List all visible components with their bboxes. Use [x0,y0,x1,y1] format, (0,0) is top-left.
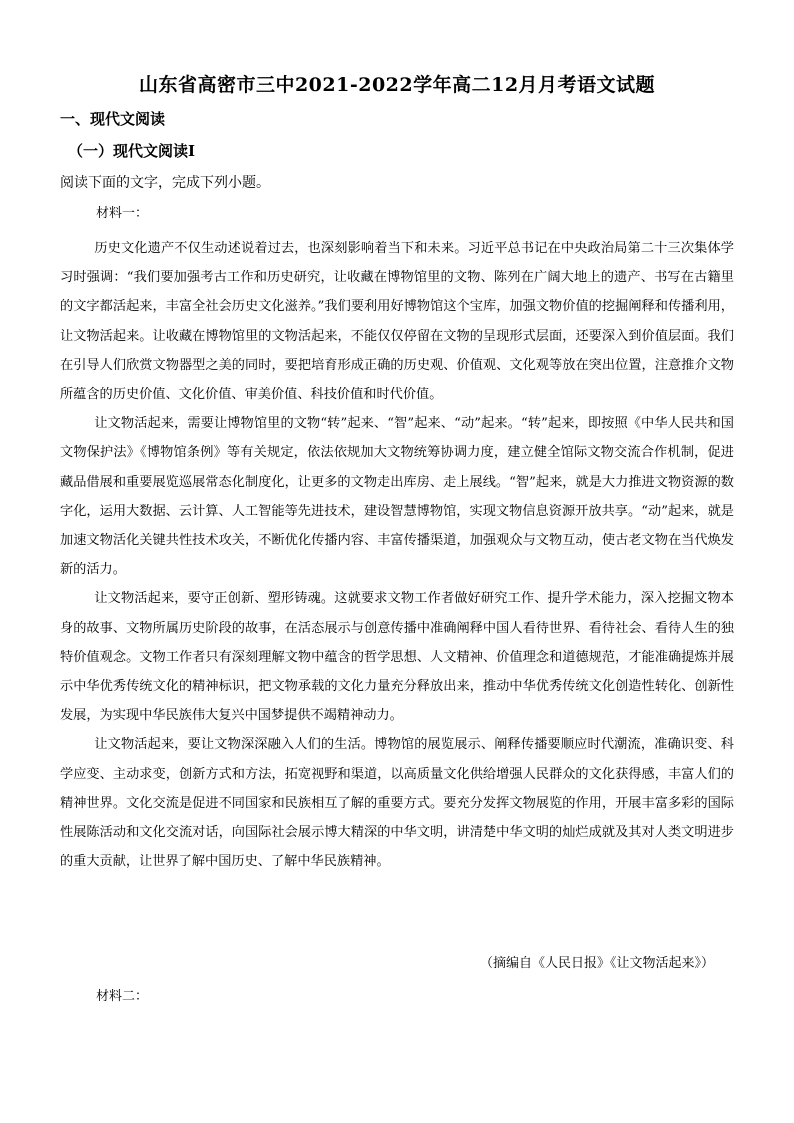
material-one-label: 材料一： [96,206,149,221]
paragraph: 历史文化遗产不仅生动述说着过去，也深刻影响着当下和未来。习近平总书记在中央政治局第二十三次集体学习时强调：“我们要加强考古工作和历史研究，让收藏在博物馆里的文物、陈列在广阔大地上的遗产、书写在古籍里的文字都活起来，丰富全社会历史文化滋养。”我们要利用好博物馆这个宝库，加强文物价值的挖掘阐释和传播利用，让文物活起来。让收藏在博物馆里的文物活起来，不能仅仅停留在文物的呈现形式层面，还要深入到价值层面。我们在引导人们欣赏文物器型之美的同时，要把培育形成正确的历史观、价值观、文化观等放在突出位置，注意推介文物所蕴含的历史价值、文化价值、审美价值、科技价值和时代价值。 [60,241,734,403]
paragraph: 让文物活起来，要守正创新、塑形铸魂。这就要求文物工作者做好研究工作、提升学术能力，深入挖掘文物本身的故事、文物所属历史阶段的故事，在活态展示与创意传播中准确阐释中国人看待世界、看待社会、看待人生的独特价值观念。文物工作者只有深刻理解文物中蕴含的哲学思想、人文精神、价值理念和道德规范，才能准确提炼并展示中华优秀传统文化的精神标识，把文物承载的文化力量充分释放出来，推动中华优秀传统文化创造性转化、创新性发展，为实现中华民族伟大复兴中国梦提供不竭精神动力。 [60,591,734,724]
page-title: 山东省高密市三中2021-2022学年高二12月月考语文试题 [138,74,656,96]
material-two-label: 材料二： [96,989,149,1004]
section-heading: 一、现代文阅读 [60,110,166,128]
paragraph: 让文物活起来，需要让博物馆里的文物“转”起来、“智”起来、“动”起来。“转”起来，即按照《中华人民共和国文物保护法》《博物馆条例》等有关规定，依法依规加大文物统筹协调力度，建立健全馆际文物交流合作机制，促进藏品借展和重要展览巡展常态化制度化，让更多的文物走出库房、走上展线。“智”起来，就是大力推进文物资源的数字化，运用大数据、云计算、人工智能等先进技术，建设智慧博物馆，实现文物信息资源开放共享。“动”起来，就是加速文物活化关键共性技术攻关，不断优化传播内容、丰富传播渠道，加强观众与文物互动，使古老文物在当代焕发新的活力。 [60,416,734,578]
source-citation: （摘编自《人民日报》《让文物活起来》） [479,956,714,971]
paragraph: 让文物活起来，要让文物深深融入人们的生活。博物馆的展览展示、阐释传播要顺应时代潮流，准确识变、科学应变、主动求变，创新方式和方法，拓宽视野和渠道，以高质量文化供给增强人民群众的文化获得感，丰富人们的精神世界。文化交流是促进不同国家和民族相互了解的重要方式。要充分发挥文物展览的作用，开展丰富多彩的国际性展陈活动和文化交流对话，向国际社会展示博大精深的中华文明，讲清楚中华文明的灿烂成就及其对人类文明进步的重大贡献，让世界了解中国历史、了解中华民族精神。 [60,737,734,870]
material-one-body [60,234,734,876]
reading-instruction: 阅读下面的文字，完成下列小题。 [60,175,270,191]
subsection-heading: （一）现代文阅读Ⅰ [68,142,196,160]
